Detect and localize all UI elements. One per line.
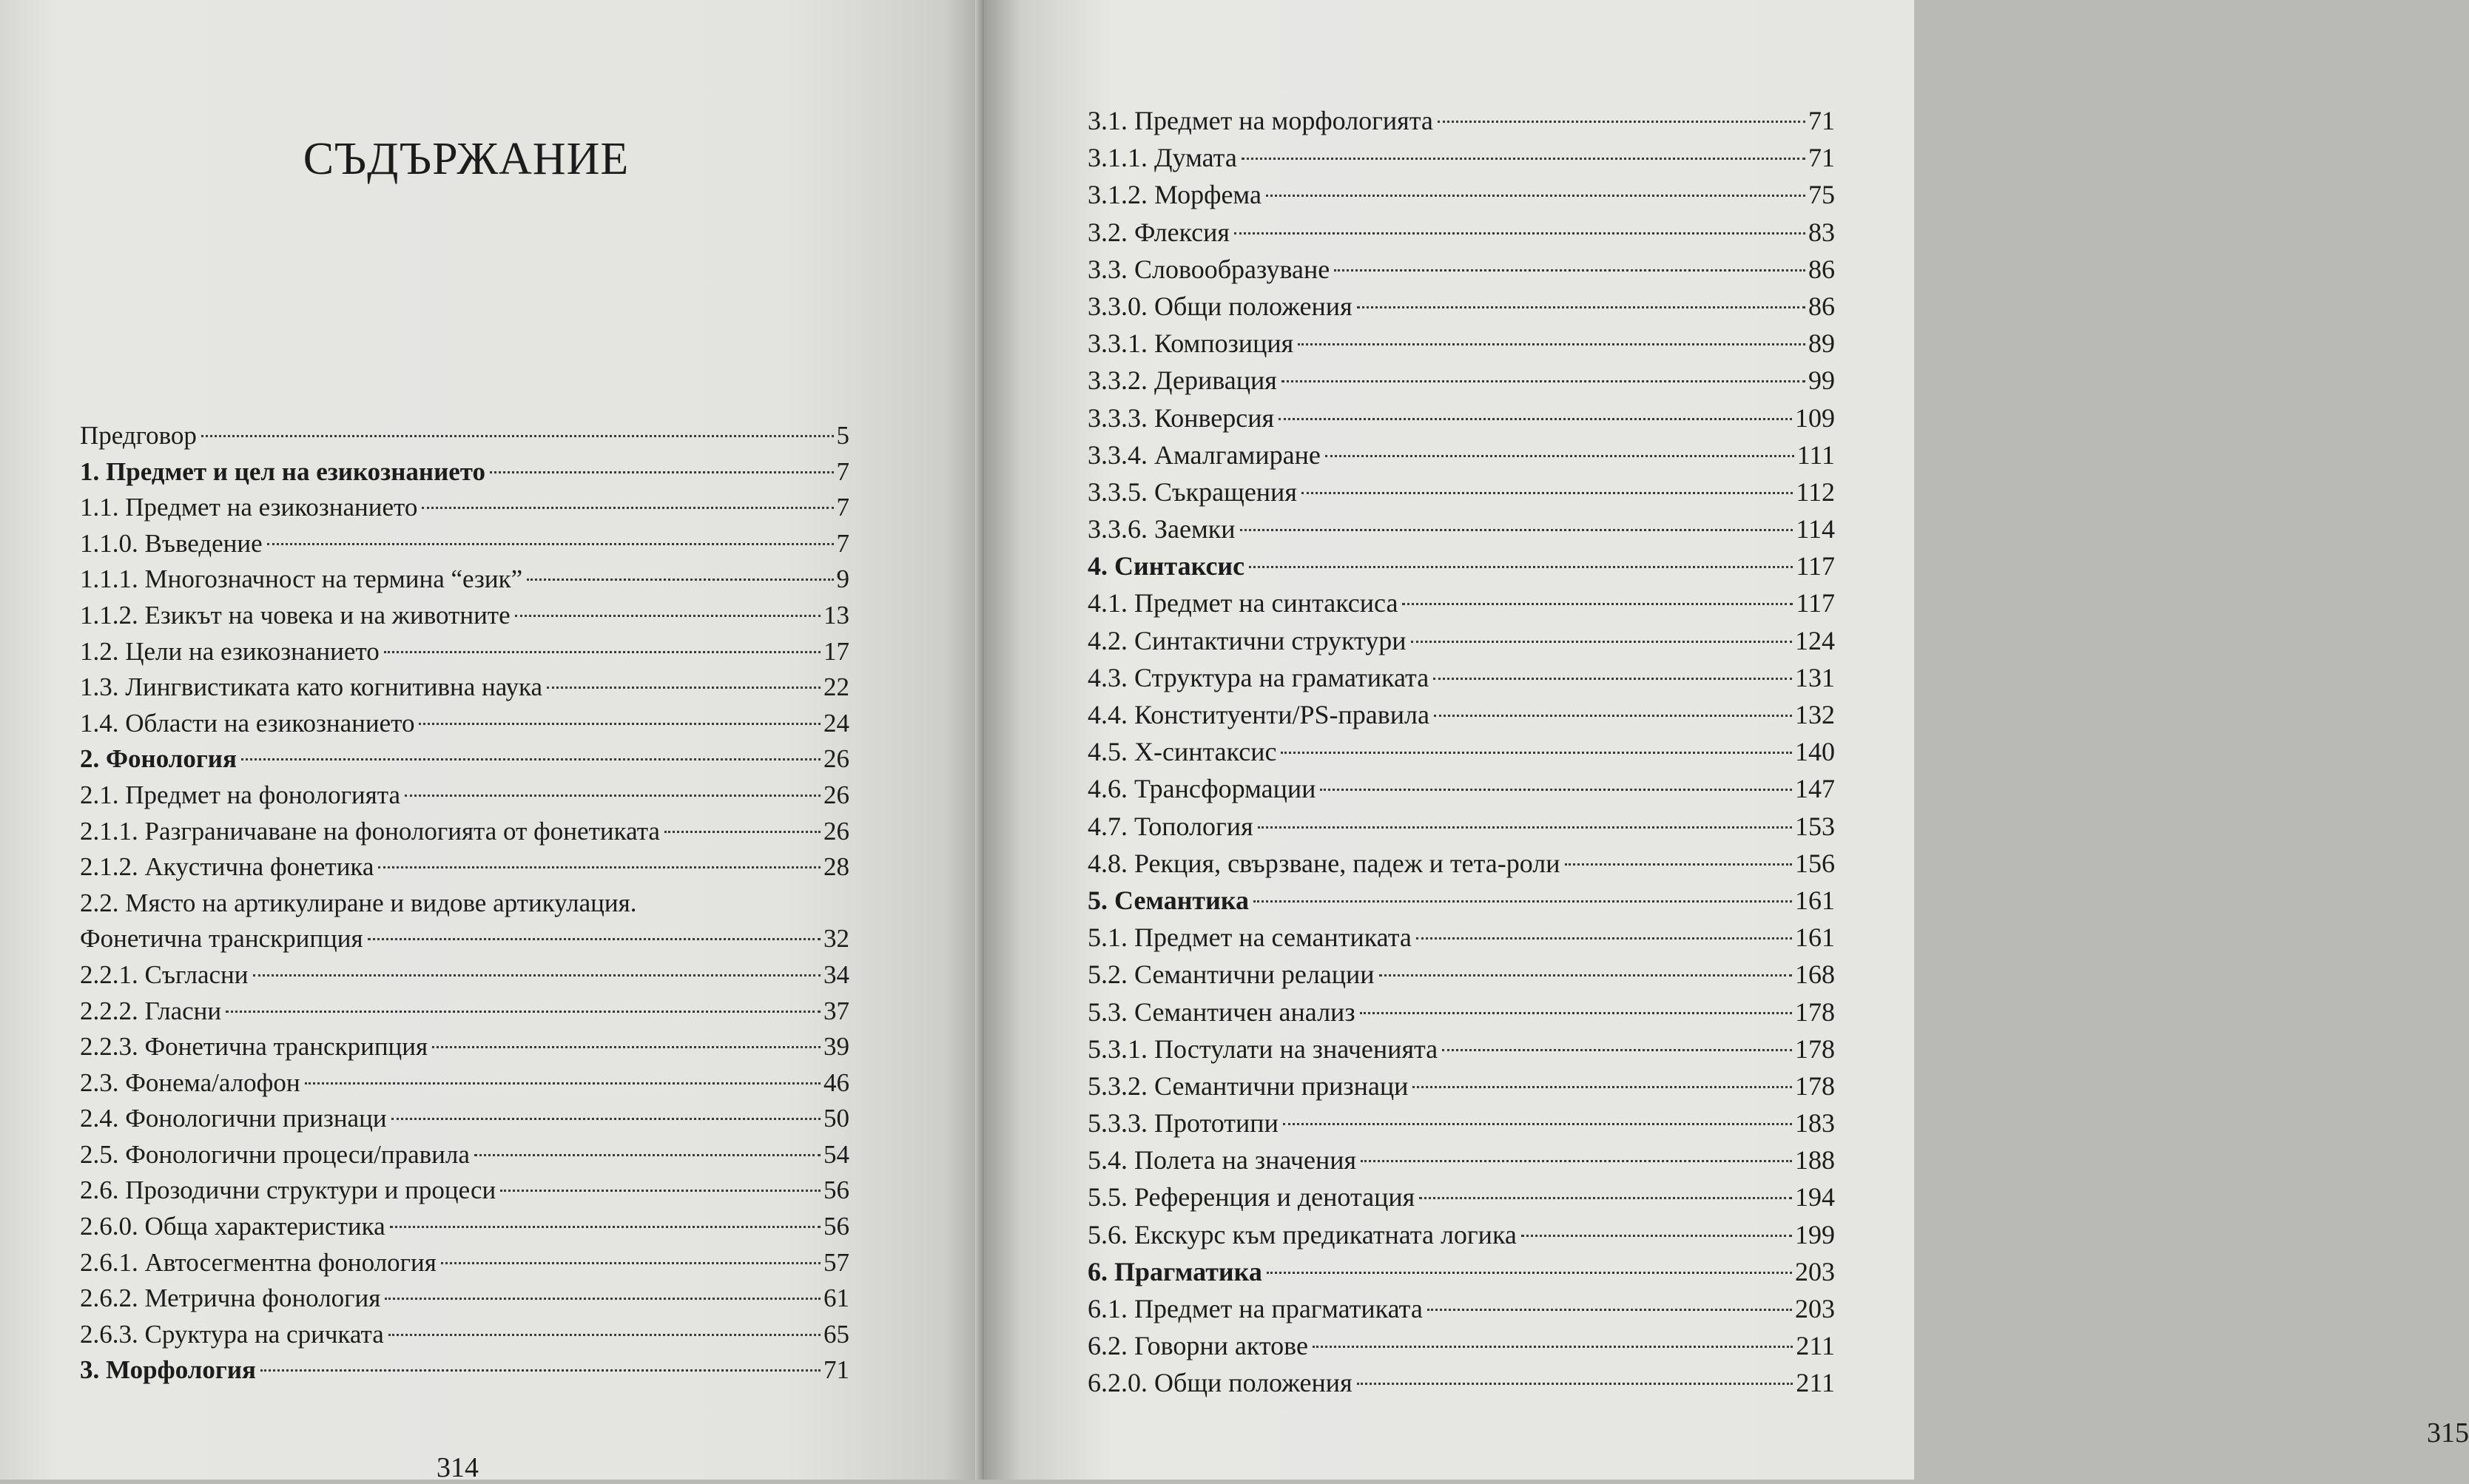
toc-entry [1088,1068,1835,1104]
page-number-left: 314 [437,1452,479,1483]
toc-entry [1088,325,1835,362]
toc-entry-page: 32 [823,924,849,954]
dot-leader [1298,343,1805,345]
toc-entry-page: 161 [1795,885,1835,915]
dot-leader [1360,1012,1792,1014]
toc-entry-title: 2.1. Предмет на фонологията [80,780,401,809]
toc-entry-title: 5.3.3. Прототипи [1088,1108,1279,1139]
toc-entry-title: 1. Предмет и цел на езикознанието [80,456,486,486]
dot-leader [1320,789,1792,791]
toc-entry-title: 2.3. Фонема/алофон [80,1068,300,1097]
toc-entry [80,706,849,742]
toc-entry-title: 5.2. Семантични релации [1088,959,1375,990]
toc-entry-title: 5.4. Полета на значения [1088,1145,1357,1176]
toc-entry [1088,510,1835,547]
toc-entry-title: 3.2. Флексия [1088,217,1230,247]
toc-entry-page: 89 [1808,328,1835,359]
toc-entry [1088,882,1835,919]
toc-entry-title: 3.3.4. Амалгамиране [1088,439,1321,470]
toc-entry-page: 199 [1795,1219,1835,1249]
toc-entry [80,526,849,562]
toc-entry-title: 4.8. Рекция, свързване, падеж и тета-роли [1088,848,1560,878]
toc-entry [1088,436,1835,473]
dot-leader [1249,566,1793,568]
dot-leader [1416,937,1792,940]
toc-entry-page: 7 [836,456,849,486]
toc-entry-page: 5 [836,421,849,450]
toc-entry-page: 7 [836,493,849,522]
toc-entry-page: 71 [823,1355,849,1385]
toc-entry [1088,1327,1835,1364]
dot-leader [253,974,821,977]
toc-entry-page: 26 [823,816,849,846]
dot-leader [226,1011,821,1013]
toc-entry [80,957,849,994]
toc-entry [1088,994,1835,1031]
dot-leader [527,579,833,581]
toc-entry-title: 5.1. Предмет на семантиката [1088,923,1412,953]
toc-entry-title: 3.1.1. Думата [1088,143,1237,173]
dot-leader [385,1298,821,1300]
toc-entry [1088,1216,1835,1253]
toc-entry-title: 5.5. Референция и денотация [1088,1182,1415,1213]
toc-entry [80,1137,849,1173]
toc-entry-title: 4.6. Трансформации [1088,774,1316,804]
toc-entry [80,886,849,922]
toc-entry [1088,288,1835,325]
dot-leader [664,831,821,833]
dot-leader [422,507,833,509]
toc-entry-title: 4.7. Топология [1088,811,1253,841]
dot-leader [1234,232,1805,235]
toc-entry-page: 56 [823,1212,849,1241]
toc-entry-title: 2.2.1. Съгласни [80,959,249,989]
right-page [984,0,2469,1480]
toc-entry [80,1245,849,1281]
dot-leader [1301,492,1793,494]
dot-leader [405,795,821,797]
toc-entry-title: 5. Семантика [1088,885,1250,915]
toc-entry-page: 147 [1795,774,1835,804]
toc-entry-page: 50 [823,1104,849,1133]
toc-entry-title: 5.3. Семантичен анализ [1088,996,1355,1027]
toc-entry-title: 3.1. Предмет на морфологията [1088,106,1433,135]
dot-leader [1433,678,1792,680]
toc-entry-page: 153 [1795,811,1835,841]
dot-leader [547,687,821,689]
dot-leader [1281,752,1792,754]
page-number-right: 315 [2427,1417,2469,1448]
toc-entry [80,921,849,957]
toc-entry-page: 99 [1808,365,1835,396]
toc-entry-page: 65 [823,1319,849,1349]
toc-entry-page: 131 [1795,662,1835,692]
toc-entry-page: 24 [823,708,849,738]
toc-entry [1088,808,1835,845]
toc-entry [1088,584,1835,621]
toc-entry-title: 3.3. Словообразуване [1088,254,1330,284]
toc-entry-page: 86 [1808,291,1835,321]
toc-entry-title: 1.1.1. Многозначност на термина “език” [80,564,523,594]
toc-entry [80,849,849,886]
toc-entry [1088,1141,1835,1178]
dot-leader [1334,269,1805,271]
toc-entry-title: 2.6.2. Метрична фонология [80,1284,381,1313]
toc-entry-page: 111 [1796,439,1835,470]
toc-entry-title: 4.2. Синтактични структури [1088,625,1407,655]
dot-leader [1361,1160,1792,1162]
toc-entry [1088,547,1835,584]
toc-entry-page: 46 [823,1068,849,1097]
toc-entry [80,1209,849,1245]
toc-entry-title: 3. Морфология [80,1355,256,1385]
toc-entry-page: 188 [1795,1145,1835,1176]
toc-entry [1088,362,1835,399]
toc-entry [1088,1290,1835,1327]
toc-entry-title: 2.2.3. Фонетична транскрипция [80,1032,428,1062]
toc-entry-page: 13 [823,600,849,630]
toc-entry [80,561,849,598]
toc-entry-title: 3.3.0. Общи положения [1088,291,1353,321]
toc-entry-page: 203 [1795,1294,1835,1323]
dot-leader [1242,158,1805,160]
toc-entry-title: 1.1. Предмет на езикознанието [80,493,418,522]
toc-entry-page: 34 [823,959,849,989]
toc-entry [1088,659,1835,696]
page-title: СЪДЪРЖАНИЕ [303,134,630,184]
toc-entry-title: 2. Фонология [80,744,237,774]
toc-entry [1088,919,1835,956]
dot-leader [419,723,821,725]
toc-entry-title: 3.3.1. Композиция [1088,328,1294,359]
toc-entry-page: 117 [1796,551,1835,581]
toc-entry-page: 26 [823,780,849,809]
dot-leader [515,615,821,617]
dot-leader [500,1190,821,1192]
toc-entry-page: 194 [1795,1182,1835,1213]
toc-entry [80,418,849,454]
dot-leader [241,758,821,760]
toc-entry-page: 114 [1796,514,1835,544]
dot-leader [1438,121,1805,123]
toc-entry-title: 5.6. Екскурс към предикатната логика [1088,1219,1517,1249]
toc-entry-page: 132 [1795,700,1835,729]
toc-entry [80,1317,849,1353]
toc-entry [80,1173,849,1209]
dot-leader [1565,863,1793,866]
dot-leader [490,471,833,473]
toc-entry [80,1101,849,1137]
dot-leader [1434,715,1792,717]
toc-entry-page: 178 [1795,1033,1835,1064]
toc-entry-page: 39 [823,1032,849,1062]
toc-entry-title: 1.1.2. Езикът на човека и на животните [80,600,511,630]
toc-entry-page: 26 [823,744,849,774]
toc-entry-page: 28 [823,852,849,882]
dot-leader [1402,603,1793,605]
toc-entry-title: 4.3. Структура на граматиката [1088,662,1429,692]
toc-entry-page: 61 [823,1284,849,1313]
dot-leader [1412,1086,1792,1088]
toc-entry-page: 9 [836,564,849,594]
toc-entry-page: 75 [1808,180,1835,210]
toc-entry-page: 183 [1795,1108,1835,1139]
dot-leader [378,866,821,869]
dot-leader [432,1046,821,1048]
toc-entry [80,1065,849,1102]
toc-entry-title: 4.4. Конституенти/PS-правила [1088,700,1429,729]
dot-leader [1253,900,1792,903]
toc-entry [1088,102,1835,139]
toc-entry-title: 2.6.1. Автосегментна фонология [80,1247,437,1277]
toc-entry-title: 1.4. Области на езикознанието [80,708,415,738]
toc-entry-page: 178 [1795,996,1835,1027]
toc-entry-page: 37 [823,996,849,1025]
dot-leader [1258,826,1792,829]
toc-entry [80,454,849,490]
toc-entry-title: 2.6. Прозодични структури и процеси [80,1176,496,1205]
toc-entry [1088,1178,1835,1215]
toc-entry-title: 5.3.1. Постулати на значенията [1088,1033,1438,1064]
toc-entry [80,634,849,670]
toc-entry [1088,139,1835,176]
toc-entry-page: 112 [1796,476,1835,507]
dot-leader [441,1262,821,1264]
toc-entry-title: 1.1.0. Въведение [80,528,263,558]
dot-leader [305,1082,821,1085]
toc-entry-page: 156 [1795,848,1835,878]
toc-entry [1088,733,1835,770]
toc-entry-title: 2.6.0. Обща характеристика [80,1212,385,1241]
toc-entry-page: 211 [1796,1368,1835,1398]
toc-entry [80,814,849,850]
toc-entry-title: 3.3.5. Съкращения [1088,476,1297,507]
toc-entry-title: 2.4. Фонологични признаци [80,1104,387,1133]
toc-entry [80,741,849,778]
toc-entry [80,994,849,1030]
toc-entry [1088,956,1835,993]
toc-entry [1088,696,1835,733]
toc-entry-page: 57 [823,1247,849,1277]
table-of-contents-right [1088,102,1835,1402]
toc-entry-title: 4. Синтаксис [1088,551,1245,581]
toc-entry-title: 4.1. Предмет на синтаксиса [1088,588,1398,618]
dot-leader [1279,418,1792,420]
toc-entry [80,598,849,634]
table-of-contents-left [80,418,849,1389]
toc-entry-title: Предговор [80,421,197,450]
toc-entry-page: 203 [1795,1256,1835,1286]
toc-entry [1088,845,1835,882]
toc-entry-title: 2.5. Фонологични процеси/правила [80,1139,470,1169]
dot-leader [368,938,821,940]
dot-leader [1427,1309,1792,1311]
toc-entry-title: 1.2. Цели на езикознанието [80,636,380,666]
toc-entry-page: 161 [1795,923,1835,953]
toc-entry [1088,1031,1835,1068]
toc-entry-page: 22 [823,672,849,702]
toc-entry-title: 3.3.6. Заемки [1088,514,1236,544]
toc-entry [80,670,849,706]
toc-entry-page: 178 [1795,1070,1835,1101]
dot-leader [1325,455,1794,457]
toc-entry-page: 86 [1808,254,1835,284]
toc-entry-title: 6.2. Говорни актове [1088,1331,1308,1361]
dot-leader [1240,529,1793,531]
dot-leader [388,1334,821,1336]
toc-entry-title: 3.3.3. Конверсия [1088,402,1275,433]
toc-entry-page: 83 [1808,217,1835,247]
dot-leader [1379,974,1792,977]
toc-entry-page: 56 [823,1176,849,1205]
toc-entry [1088,770,1835,807]
toc-entry-title: 6.1. Предмет на прагматиката [1088,1294,1423,1323]
toc-entry-page: 109 [1795,402,1835,433]
toc-entry-page: 168 [1795,959,1835,990]
toc-entry [1088,251,1835,288]
toc-entry-title: 3.3.2. Деривация [1088,365,1277,396]
toc-entry-title: Фонетична транскрипция [80,924,363,954]
dot-leader [201,435,834,437]
dot-leader [1267,1272,1792,1274]
dot-leader [1521,1235,1792,1237]
dot-leader [1283,1123,1792,1125]
toc-entry-title: 6. Прагматика [1088,1256,1262,1286]
dot-leader [384,651,821,653]
toc-entry-title: 2.1.2. Акустична фонетика [80,852,374,882]
toc-entry [1088,473,1835,510]
toc-entry-page: 140 [1795,737,1835,767]
toc-entry [80,778,849,814]
toc-entry [1088,214,1835,251]
toc-entry-title: 2.1.1. Разграничаване на фонологията от фонетиката [80,816,660,846]
toc-entry-page: 17 [823,636,849,666]
dot-leader [1411,641,1792,643]
toc-entry [80,1352,849,1389]
dot-leader [1281,380,1805,382]
toc-entry-title: 5.3.2. Семантични признаци [1088,1070,1409,1101]
toc-entry-page: 7 [836,528,849,558]
toc-entry [1088,1253,1835,1290]
dot-leader [1357,1383,1793,1385]
toc-entry [1088,399,1835,436]
toc-entry [1088,1364,1835,1401]
toc-entry-page: 71 [1808,106,1835,135]
toc-entry-page: 124 [1795,625,1835,655]
dot-leader [474,1154,821,1156]
dot-leader [1357,306,1805,308]
dot-leader [1313,1346,1793,1348]
dot-leader [260,1369,821,1372]
toc-entry [80,1029,849,1065]
toc-entry-title: 4.5. X-синтаксис [1088,737,1277,767]
dot-leader [267,543,834,545]
toc-entry-title: 3.1.2. Морфема [1088,180,1262,210]
toc-entry-page: 54 [823,1139,849,1169]
dot-leader [1266,195,1805,197]
toc-entry-page: 71 [1808,143,1835,173]
toc-entry [1088,176,1835,213]
dot-leader [391,1118,821,1120]
toc-entry [80,1281,849,1317]
dot-leader [390,1226,821,1228]
toc-entry-page: 211 [1796,1331,1835,1361]
toc-entry-title: 2.2.2. Гласни [80,996,222,1025]
toc-entry [1088,622,1835,659]
toc-entry-page: 117 [1796,588,1835,618]
toc-entry-title: 6.2.0. Общи положения [1088,1368,1353,1398]
dot-leader [1442,1049,1792,1051]
toc-entry-title: 1.3. Лингвистиката като когнитивна наука [80,672,543,702]
dot-leader [1419,1197,1792,1199]
toc-entry-title: 2.6.3. Сруктура на сричката [80,1319,384,1349]
toc-entry-title: 2.2. Място на артикулиране и видове артикулация. [80,888,637,917]
toc-entry [80,490,849,526]
toc-entry [1088,1104,1835,1141]
left-page [0,0,984,1483]
